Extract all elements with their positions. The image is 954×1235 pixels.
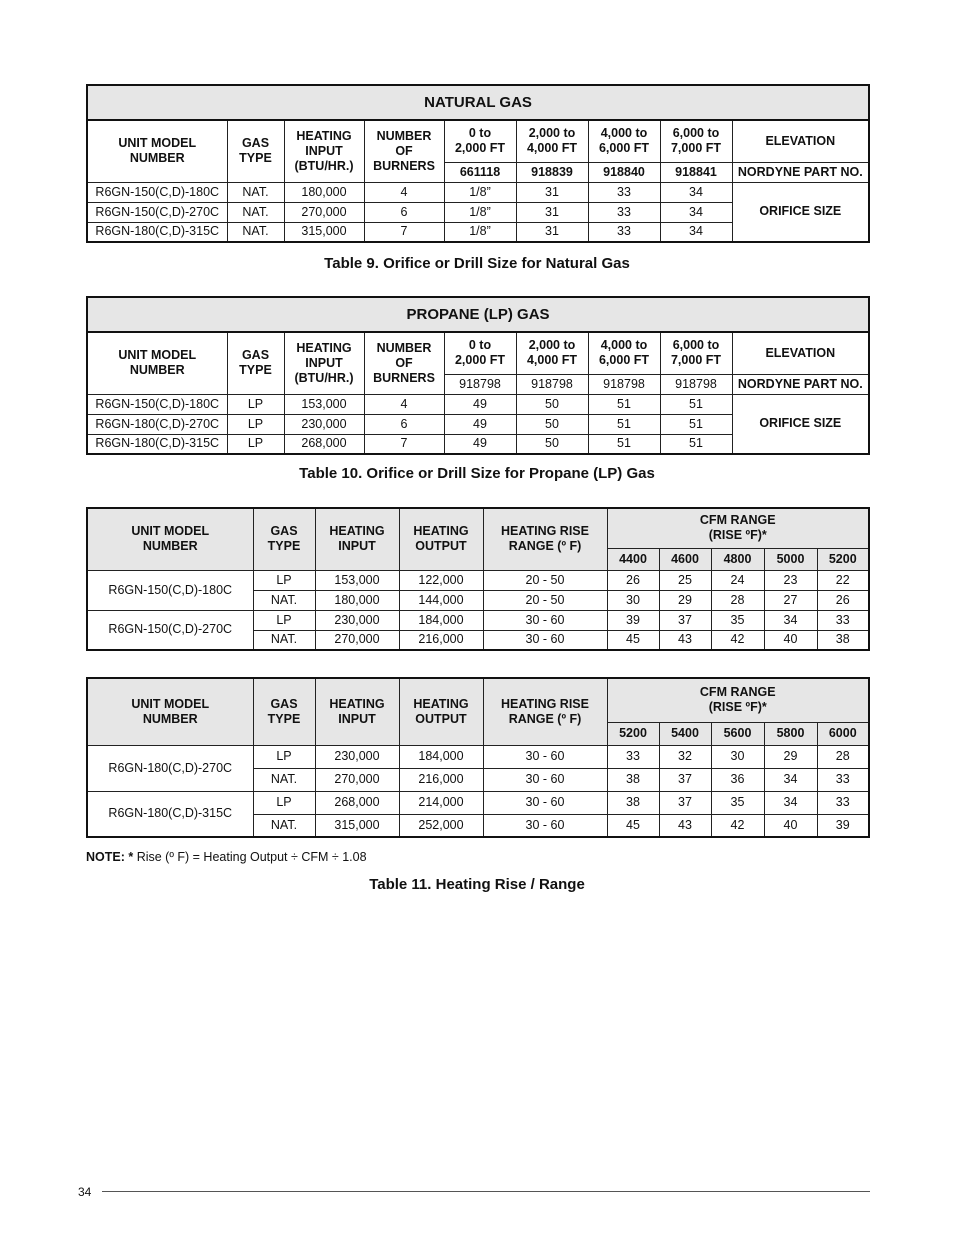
cell: LP (227, 434, 284, 454)
cell: 34 (660, 202, 732, 222)
cell: R6GN-180(C,D)-315C (87, 434, 227, 454)
col-gas-type: GAS TYPE (227, 332, 284, 394)
cell: 40 (764, 630, 817, 650)
cell: 38 (817, 630, 869, 650)
part-no-label: NORDYNE PART NO. (732, 374, 869, 394)
cell: 1/8” (444, 202, 516, 222)
cell: 51 (588, 414, 660, 434)
table-10-caption: Table 10. Orifice or Drill Size for Propane (LP) Gas (299, 465, 655, 482)
cell: NAT. (227, 182, 284, 202)
col-elev: 4,000 to 6,000 FT (588, 332, 660, 374)
col-num-burners: NUMBER OF BURNERS (364, 120, 444, 182)
cell: 26 (817, 590, 869, 610)
cell: R6GN-150(C,D)-180C (87, 182, 227, 202)
cell: 23 (764, 570, 817, 590)
col-heating-input: HEATING INPUT (BTU/HR.) (284, 120, 364, 182)
cell: R6GN-180(C,D)-315C (87, 222, 227, 242)
cell: 51 (588, 434, 660, 454)
cell: 216,000 (399, 768, 483, 791)
table-row (87, 745, 869, 768)
cell: 315,000 (315, 814, 399, 837)
cell: 50 (516, 394, 588, 414)
cfm-col: 4400 (607, 548, 659, 570)
footer-rule (102, 1191, 870, 1192)
table-11-caption: Table 11. Heating Rise / Range (369, 876, 585, 893)
cell: 42 (711, 814, 764, 837)
cell: 34 (764, 768, 817, 791)
part-no: 661118 (444, 162, 516, 182)
cfm-col: 5800 (764, 722, 817, 745)
col-elev: 0 to 2,000 FT (444, 120, 516, 162)
cell: 153,000 (315, 570, 399, 590)
cell: NAT. (253, 768, 315, 791)
cell: 24 (711, 570, 764, 590)
cell: 28 (711, 590, 764, 610)
cell: 230,000 (315, 610, 399, 630)
col-elev: 6,000 to 7,000 FT (660, 332, 732, 374)
col-elevation: ELEVATION (732, 120, 869, 162)
cfm-col: 4600 (659, 548, 711, 570)
cell: 184,000 (399, 610, 483, 630)
cell: 32 (659, 745, 711, 768)
table-title: PROPANE (LP) GAS (87, 297, 869, 332)
cfm-col: 6000 (817, 722, 869, 745)
col-elev: 2,000 to 4,000 FT (516, 120, 588, 162)
cell: 29 (764, 745, 817, 768)
cell: 6 (364, 202, 444, 222)
cell: 22 (817, 570, 869, 590)
table-row (87, 610, 869, 630)
cell: 30 (711, 745, 764, 768)
cell: R6GN-180(C,D)-270C (87, 414, 227, 434)
cell: 270,000 (284, 202, 364, 222)
cell: 33 (607, 745, 659, 768)
cell: 7 (364, 434, 444, 454)
cell: 1/8” (444, 222, 516, 242)
col-gas-type: GAS TYPE (227, 120, 284, 182)
cell: 180,000 (284, 182, 364, 202)
note-text: Rise (º F) = Heating Output ÷ CFM ÷ 1.08 (133, 850, 367, 864)
cell: 270,000 (315, 768, 399, 791)
cell: 30 - 60 (483, 745, 607, 768)
cell: 33 (588, 202, 660, 222)
cell: 38 (607, 768, 659, 791)
cell: NAT. (253, 590, 315, 610)
cell: 30 - 60 (483, 630, 607, 650)
unit-model-cell: R6GN-180(C,D)-315C (87, 791, 253, 837)
col-cfm-range: CFM RANGE (RISE ºF)* (607, 508, 869, 548)
cell: 34 (764, 791, 817, 814)
cell: 30 (607, 590, 659, 610)
cell: 51 (660, 434, 732, 454)
cell: 35 (711, 791, 764, 814)
col-num-burners: NUMBER OF BURNERS (364, 332, 444, 394)
cell: 33 (817, 791, 869, 814)
col-elev: 0 to 2,000 FT (444, 332, 516, 374)
cell: 49 (444, 434, 516, 454)
cell: 230,000 (284, 414, 364, 434)
cell: 39 (607, 610, 659, 630)
col-unit-model: UNIT MODEL NUMBER (87, 120, 227, 182)
cell: 26 (607, 570, 659, 590)
cell: 27 (764, 590, 817, 610)
page-number: 34 (78, 1185, 92, 1199)
cell: 29 (659, 590, 711, 610)
col-elev: 6,000 to 7,000 FT (660, 120, 732, 162)
cell: NAT. (253, 630, 315, 650)
table-title: NATURAL GAS (87, 85, 869, 120)
col-rise-range: HEATING RISE RANGE (º F) (483, 678, 607, 745)
cell: 42 (711, 630, 764, 650)
cell: 180,000 (315, 590, 399, 610)
orifice-size-label: ORIFICE SIZE (732, 182, 869, 242)
col-heating-output: HEATING OUTPUT (399, 678, 483, 745)
cell: 49 (444, 394, 516, 414)
orifice-size-label: ORIFICE SIZE (732, 394, 869, 454)
cell: 30 - 60 (483, 610, 607, 630)
cell: LP (227, 394, 284, 414)
part-no: 918798 (660, 374, 732, 394)
cell: 37 (659, 610, 711, 630)
cell: 33 (588, 222, 660, 242)
cell: 51 (660, 394, 732, 414)
part-no: 918798 (588, 374, 660, 394)
cell: 34 (660, 222, 732, 242)
cell: 51 (588, 394, 660, 414)
unit-model-cell: R6GN-150(C,D)-180C (87, 570, 253, 610)
cell: 31 (516, 182, 588, 202)
cell: 45 (607, 814, 659, 837)
rise-formula-note (86, 850, 367, 864)
cell: 315,000 (284, 222, 364, 242)
cell: 216,000 (399, 630, 483, 650)
cell: 28 (817, 745, 869, 768)
cell: NAT. (253, 814, 315, 837)
cell: LP (253, 610, 315, 630)
cfm-col: 4800 (711, 548, 764, 570)
part-no: 918840 (588, 162, 660, 182)
table-row (87, 570, 869, 590)
cell: 34 (764, 610, 817, 630)
cell: 214,000 (399, 791, 483, 814)
cell: 31 (516, 222, 588, 242)
cell: 122,000 (399, 570, 483, 590)
cell: 45 (607, 630, 659, 650)
cell: 184,000 (399, 745, 483, 768)
propane-gas-table (86, 296, 870, 455)
part-no: 918841 (660, 162, 732, 182)
cell: 33 (817, 768, 869, 791)
heating-rise-table-2 (86, 677, 870, 838)
cell: 31 (516, 202, 588, 222)
table-row (87, 791, 869, 814)
cell: 30 - 60 (483, 814, 607, 837)
col-heating-output: HEATING OUTPUT (399, 508, 483, 570)
col-cfm-range: CFM RANGE (RISE ºF)* (607, 678, 869, 722)
col-unit-model: UNIT MODEL NUMBER (87, 332, 227, 394)
cell: LP (253, 570, 315, 590)
cell: 51 (660, 414, 732, 434)
cell: 33 (588, 182, 660, 202)
cell: 50 (516, 414, 588, 434)
cell: 7 (364, 222, 444, 242)
unit-model-cell: R6GN-180(C,D)-270C (87, 745, 253, 791)
cell: 25 (659, 570, 711, 590)
cell: 30 - 60 (483, 768, 607, 791)
cell: 38 (607, 791, 659, 814)
cell: 43 (659, 630, 711, 650)
table-row (87, 182, 869, 202)
col-gas-type: GAS TYPE (253, 508, 315, 570)
cell: 144,000 (399, 590, 483, 610)
cfm-col: 5400 (659, 722, 711, 745)
cell: 4 (364, 394, 444, 414)
unit-model-cell: R6GN-150(C,D)-270C (87, 610, 253, 650)
col-elev: 4,000 to 6,000 FT (588, 120, 660, 162)
cell: 1/8” (444, 182, 516, 202)
cell: 39 (817, 814, 869, 837)
cell: 270,000 (315, 630, 399, 650)
cell: 20 - 50 (483, 570, 607, 590)
cell: 49 (444, 414, 516, 434)
col-rise-range: HEATING RISE RANGE (º F) (483, 508, 607, 570)
part-no: 918798 (516, 374, 588, 394)
col-unit-model: UNIT MODEL NUMBER (87, 678, 253, 745)
note-label: NOTE: * (86, 850, 134, 864)
cfm-col: 5600 (711, 722, 764, 745)
cell: 35 (711, 610, 764, 630)
cell: NAT. (227, 222, 284, 242)
cell: LP (253, 745, 315, 768)
cell: 268,000 (284, 434, 364, 454)
cell: 30 - 60 (483, 791, 607, 814)
cfm-col: 5200 (817, 548, 869, 570)
col-heating-input: HEATING INPUT (315, 678, 399, 745)
part-no: 918839 (516, 162, 588, 182)
col-elev: 2,000 to 4,000 FT (516, 332, 588, 374)
col-heating-input: HEATING INPUT (315, 508, 399, 570)
cell: 230,000 (315, 745, 399, 768)
table-row (87, 394, 869, 414)
cfm-col: 5000 (764, 548, 817, 570)
natural-gas-table (86, 84, 870, 243)
col-elevation: ELEVATION (732, 332, 869, 374)
cell: 36 (711, 768, 764, 791)
col-unit-model: UNIT MODEL NUMBER (87, 508, 253, 570)
part-no: 918798 (444, 374, 516, 394)
cell: 153,000 (284, 394, 364, 414)
table-9-caption: Table 9. Orifice or Drill Size for Natural Gas (324, 255, 630, 272)
cell: R6GN-150(C,D)-180C (87, 394, 227, 414)
cell: 252,000 (399, 814, 483, 837)
cell: 40 (764, 814, 817, 837)
cell: LP (227, 414, 284, 434)
cell: 43 (659, 814, 711, 837)
col-heating-input: HEATING INPUT (BTU/HR.) (284, 332, 364, 394)
cell: LP (253, 791, 315, 814)
cell: 6 (364, 414, 444, 434)
cell: NAT. (227, 202, 284, 222)
cell: 37 (659, 791, 711, 814)
cell: 37 (659, 768, 711, 791)
part-no-label: NORDYNE PART NO. (732, 162, 869, 182)
cfm-col: 5200 (607, 722, 659, 745)
heating-rise-table-1 (86, 507, 870, 651)
cell: 50 (516, 434, 588, 454)
cell: 20 - 50 (483, 590, 607, 610)
cell: 4 (364, 182, 444, 202)
col-gas-type: GAS TYPE (253, 678, 315, 745)
cell: 268,000 (315, 791, 399, 814)
cell: 34 (660, 182, 732, 202)
cell: 33 (817, 610, 869, 630)
cell: R6GN-150(C,D)-270C (87, 202, 227, 222)
